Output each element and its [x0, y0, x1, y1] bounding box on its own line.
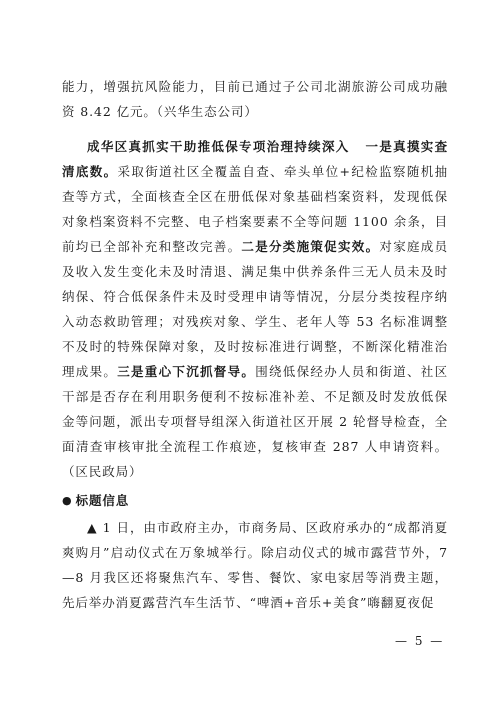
section-title: 标题信息: [75, 493, 130, 508]
point-3-heading: 三是重心下沉抓督导。: [117, 364, 256, 379]
paragraph-title: 成华区真抓实干助推低保专项治理持续深入: [87, 139, 350, 154]
bullet-icon: ●: [62, 494, 72, 507]
paragraph-news-item: ▲ 1 日，由市政府主办，市商务局、区政府承办的“成都消夏爽购月”启动仪式在万象城举行。除启动仪式的城市露营节外，7—8 月我区还将聚焦汽车、零售、餐饮、家电家居等消费主题，先后举办消夏露营汽车生活节、“啤酒+音乐+美食”嗨翻夏夜促: [62, 520, 448, 610]
point-1-heading: 一是真摸实查清底数。: [62, 139, 449, 179]
point-2-heading: 二是分类施策促实效。: [241, 239, 380, 254]
paragraph-continuation: 能力，增强抗风险能力，目前已通过子公司北湖旅游公司成功融资 8.42 亿元。（兴华生态公司）: [62, 79, 448, 119]
paragraph-low-income-governance: [62, 134, 448, 484]
point-1-body: 采取街道社区全覆盖自查、牵头单位+纪检监察随机抽查等方式，全面核查全区在册低保对象基础档案资料，发现低保对象档案资料不完整、电子档案要素不全等问题 1100 余条，目前均已全部补充和整改完善。: [62, 164, 448, 254]
point-2-body: 对家庭成员及收入发生变化未及时清退、满足集中供养条件三无人员未及时纳保、符合低保条件未及时受理申请等情况，分层分类按程序纳入动态救助管理；对残疾对象、学生、老年人等 53 名标准调整不及时的特殊保障对象，及时按标准进行调整，不断深化精准治理成果。: [62, 239, 448, 379]
point-3-body: 围绕低保经办人员和街道、社区干部是否存在利用职务便利不按标准补差、不足额及时发放低保金等问题，派出专项督导组深入街道社区开展 2 轮督导检查，全面清查审核审批全流程工作痕迹，复核审查 287 人申请资料。（区民政局）: [62, 364, 448, 479]
page-number: — 5 —: [395, 634, 445, 648]
document-body: [62, 74, 448, 615]
section-heading: [62, 488, 448, 513]
